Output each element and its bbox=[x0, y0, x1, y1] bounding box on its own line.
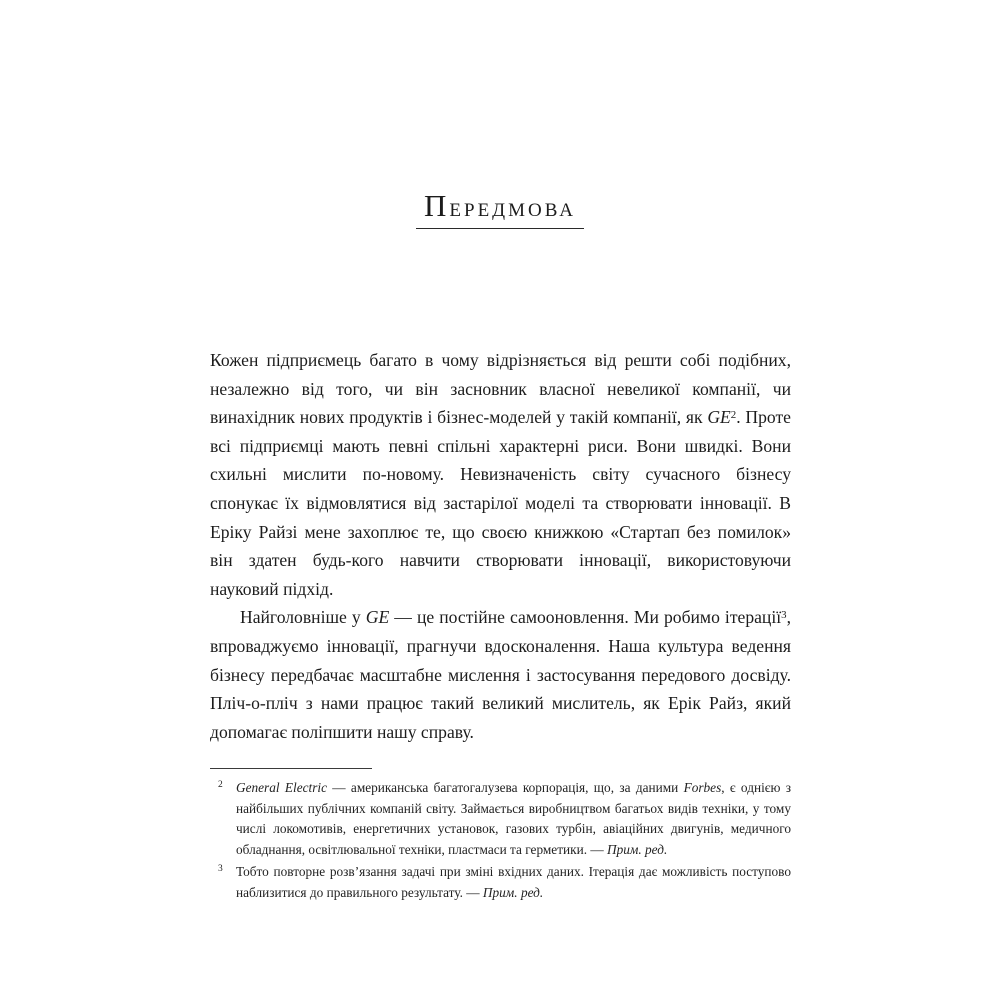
footnote-marker: 3 bbox=[218, 864, 223, 875]
body-text bbox=[210, 346, 791, 746]
paragraph: Найголовніше у GE — це постійне самооновлення. Ми робимо ітерації$^3$, впроваджуємо інновації, прагнучи вдосконалення. Наша культура ведення бізнесу передбачає масштабне мислення і застосування передового досвіду. Пліч-о-пліч з нами працює такий великий мислитель, як Ерік Райз, який допомагає поліпшити нашу справу. bbox=[210, 607, 791, 742]
footnotes-section bbox=[210, 768, 791, 906]
chapter-title-initial: П bbox=[424, 188, 450, 223]
paragraph: Кожен підприємець багато в чому відрізняється від решти собі подібних, незалежно від того, чи він засновник власної невеликої компанії, чи винахідник нових продуктів і бізнес-моделей у такій компанії, як $GE^2$. Проте всі підприємці мають певні спільні характерні риси. Вони швидкі. Вони схильні мислити по-новому. Невизначеність світу сучасного бізнесу спонукає їх відмовлятися від застарілої моделі та створювати інновації. В Еріку Райзі мене захоплює те, що своєю книжкою «Стартап без помилок» він здатен будь-кого навчити створювати інновації, використовуючи науковий підхід. bbox=[210, 350, 791, 599]
footnote bbox=[210, 862, 791, 903]
footnote bbox=[210, 778, 791, 860]
chapter-title-wrap bbox=[210, 190, 790, 229]
footnote-marker: 2 bbox=[218, 780, 223, 790]
footnote-text: General Electric — американська багатогалузева корпорація, що, за даними Forbes, є однією з найбільших публічних компаній світу. Займається виробництвом багатьох видів техніки, у тому числі локомотивів, енергетичних установок, газових турбін, авіаційних двигунів, медичного обладнання, освітлювальної техніки, пластмаси та герметики. — Прим. ред. bbox=[236, 780, 791, 857]
chapter-title bbox=[416, 190, 584, 229]
footnote-text: Тобто повторне розв’язання задачі при зміні вхідних даних. Ітерація дає можливість поступово наблизитися до правильного результату. — Прим. ред. bbox=[236, 864, 791, 900]
chapter-title-rest: ЕРЕДМОВА bbox=[449, 200, 576, 221]
footnote-separator bbox=[210, 768, 372, 769]
